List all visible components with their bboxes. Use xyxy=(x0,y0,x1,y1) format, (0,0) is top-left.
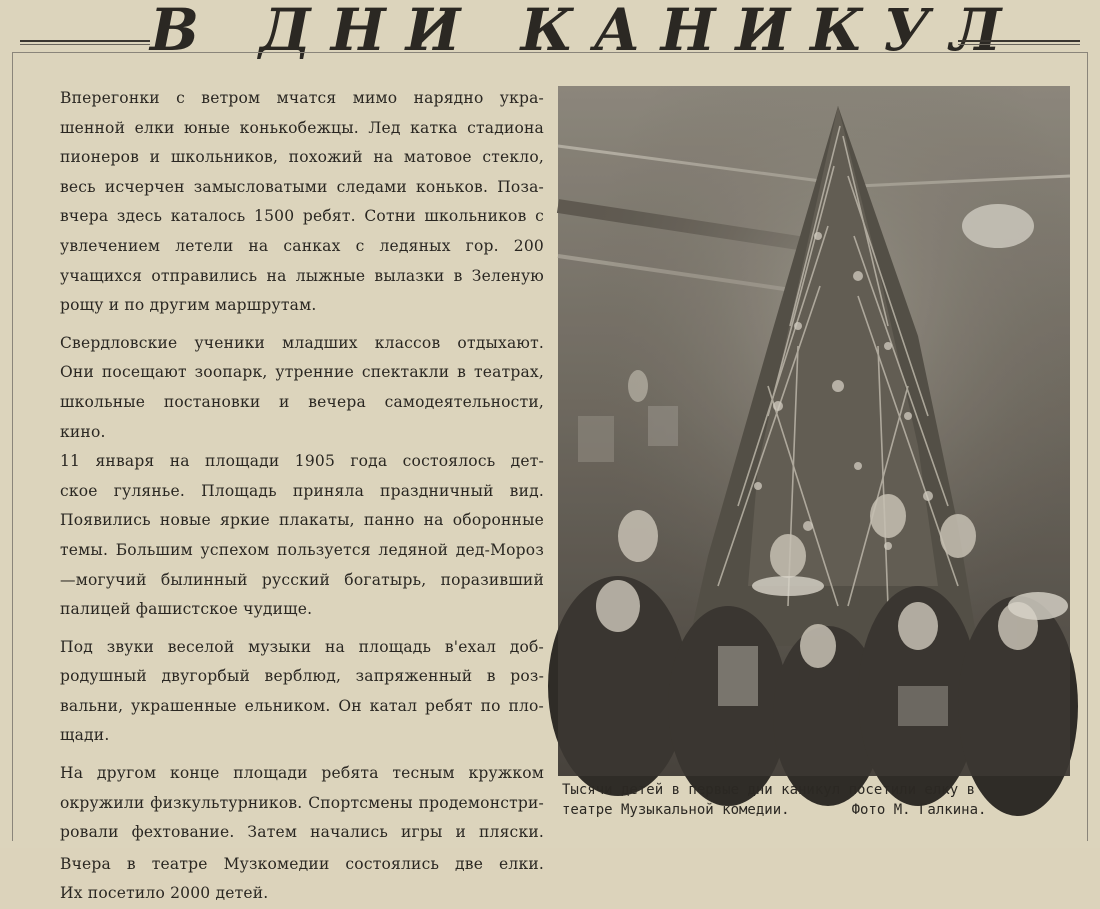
caption-line-2 xyxy=(562,800,1082,820)
photo-credit: Фото М. Галкина. xyxy=(851,802,987,818)
text-line: пионеров и школьников, похожий на матовое стекло, xyxy=(60,148,544,167)
text-line: Вперегонки с ветром мчатся мимо нарядно укра- xyxy=(60,89,544,107)
text-line: ское гулянье. Площадь приняла праздничный вид. xyxy=(60,481,544,500)
text-line: вальни, украшенные ельником. Он катал ребят по пло- xyxy=(60,696,544,715)
caption-line: Тысячи детей в первые дни каникул посетили елку в xyxy=(562,782,976,798)
text-line: Свердловские ученики младших классов отдыхают. xyxy=(60,333,544,352)
paragraph-3 xyxy=(60,447,544,625)
text-line: окружили физкультурников. Спортсмены продемонстри- xyxy=(60,793,544,812)
text-line: рощу и по другим маршрутам. xyxy=(60,296,317,315)
text-line: —могучий былинный русский богатырь, поразивший xyxy=(60,570,544,589)
text-line: Появились новые яркие плакаты, панно на оборонные xyxy=(60,511,544,530)
paragraph-6 xyxy=(60,850,544,909)
text-line: родушный двугорбый верблюд, запряженный в роз- xyxy=(60,667,544,686)
paragraph-1 xyxy=(60,84,544,321)
paragraph-5 xyxy=(60,759,544,848)
text-line: Вчера в театре Музкомедии состоялись две елки. xyxy=(60,854,544,873)
text-line: Под звуки веселой музыки на площадь в'ехал доб- xyxy=(60,637,544,656)
paragraph-4 xyxy=(60,633,544,751)
text-line: палицей фашистское чудище. xyxy=(60,600,313,619)
text-line: Они посещают зоопарк, утренние спектакли в театрах, xyxy=(60,363,544,382)
christmas-tree-photo xyxy=(558,86,1070,776)
text-line: увлечением летели на санках с ледяных гор. 200 xyxy=(60,236,544,255)
text-line: кино. xyxy=(60,422,106,441)
text-line: темы. Большим успехом пользуется ледяной дед-Мороз xyxy=(60,540,544,559)
text-line: вчера здесь каталось 1500 ребят. Сотни школьников с xyxy=(60,207,544,226)
photo-caption xyxy=(562,780,1082,820)
article-body xyxy=(60,84,544,909)
text-line: ровали фехтование. Затем начались игры и пляски. xyxy=(60,823,544,842)
text-line: школьные постановки и вечера самодеятельности, xyxy=(60,392,544,411)
text-line: шенной елки юные конькобежцы. Лед катка стадиона xyxy=(60,118,544,137)
paragraph-2 xyxy=(60,329,544,447)
text-line: учащихся отправились на лыжные вылазки в Зеленую xyxy=(60,266,544,285)
text-line: 11 января на площади 1905 года состоялось дет- xyxy=(60,452,544,471)
text-line: Их посетило 2000 детей. xyxy=(60,884,269,903)
header-rule-left xyxy=(20,40,150,42)
text-line: весь исчерчен замысловатыми следами коньков. Поза- xyxy=(60,177,544,196)
header-rule-right xyxy=(958,40,1080,42)
page-title: В ДНИ КАНИКУЛ xyxy=(150,0,1022,64)
caption-text: театре Музыкальной комедии. xyxy=(562,802,790,818)
text-line: На другом конце площади ребята тесным кружком xyxy=(60,764,544,783)
text-line: щади. xyxy=(60,726,110,745)
